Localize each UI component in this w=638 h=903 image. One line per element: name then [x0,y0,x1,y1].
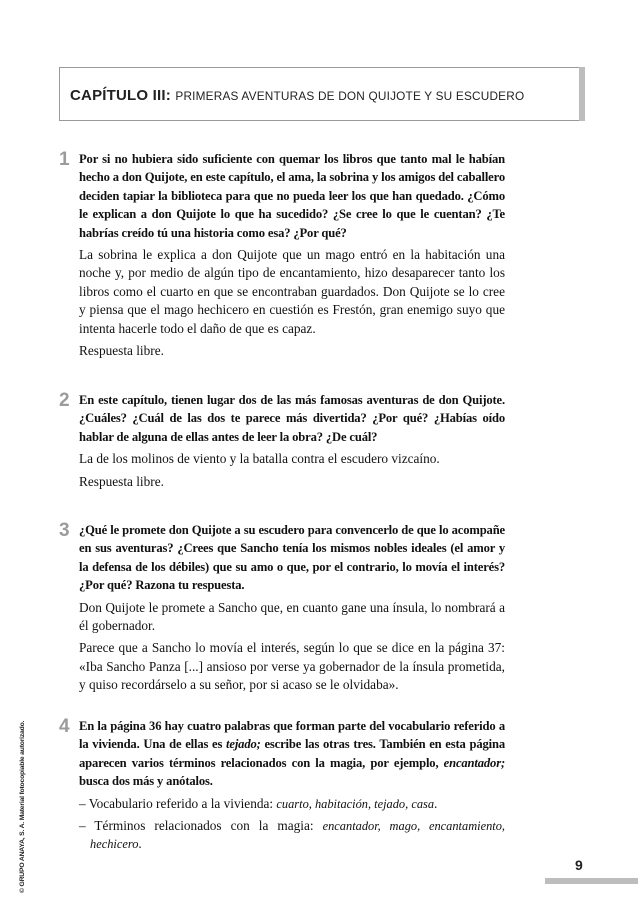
question-1 [59,150,505,360]
header-accent-bar [579,67,585,121]
answer-item-label: – Términos relacionados con la magia: [79,818,323,834]
answer-item [79,795,505,813]
question-text-part: busca dos más y anótalos. [79,774,213,789]
question-3 [59,521,505,695]
chapter-label: CAPÍTULO III: [70,87,171,104]
chapter-title: PRIMERAS AVENTURAS DE DON QUIJOTE Y SU ESCUDERO [175,89,525,103]
answer-text: Respuesta libre. [79,343,164,359]
question-text-part: En la página 36 hay cuatro palabras que forman parte del vocabulario referido a la vivienda. Una de ellas es [79,719,505,752]
question-2 [59,391,505,491]
question-text: En este capítulo, tienen lugar dos de las más famosas aventuras de don Quijote. ¿Cuáles? ¿Cuál de las dos te parece más divertida? ¿Por qué? ¿Habías oído hablar de alguna de ellas antes de leer la obra? ¿De cuál? [79,393,505,444]
example-word: encantador; [443,755,505,770]
answer-text: La sobrina le explica a don Quijote que un mago entró en la habitación una noche y, por medio de algún tipo de encantamiento, hizo desaparecer tanto los libros como el cuarto en que se encontraban guardados. Don Quijote se lo cree y piensa que el mago hechicero en cuestión es Frestón, gran enemigo suyo que intenta hacerle todo el daño de que es capaz. [79,247,505,336]
question-number: 3 [59,520,70,541]
question-text [79,717,505,791]
answer-item-words: encantador, mago, encantamiento, hechicero [90,819,506,852]
question-text: Por si no hubiera sido suficiente con quemar los libros que tanto mal le habían hecho a don Quijote, en este capítulo, el ama, la sobrina y los amigos del caballero deciden tapiar la biblioteca para que no pueda leer los que han quedado. ¿Cómo le explican a don Quijote lo que ha sucedido? ¿Se cree lo que le cuentan? ¿Te habrías creído tú una historia como esa? ¿Por qué? [79,152,505,240]
question-number: 4 [59,716,70,737]
answer-item [79,817,505,854]
question-number: 1 [59,149,70,170]
copyright-note: © GRUPO ANAYA, S. A. Material fotocopiable autorizado. [19,720,26,893]
answer-text: Parece que a Sancho lo movía el interés, según lo que se dice en la página 37: «Iba Sancho Panza [...] ansioso por verse ya gobernador de la ínsula prometida, y quiso recordárselo a su señor, por si acaso se le olvidaba». [79,640,505,693]
answer-text: Respuesta libre. [79,473,164,489]
chapter-heading [70,87,524,105]
question-text: ¿Qué le promete don Quijote a su escudero para convencerlo de que lo acompañe en sus aventuras? ¿Crees que Sancho tenía los mismos nobles ideales (el amor y la defensa de los débiles) que su amo o que, por el contrario, lo movía el interés? ¿Por qué? Razona tu respuesta. [79,523,505,593]
page-number: 9 [575,857,583,873]
answer-item-end: . [434,795,438,811]
answer-item-end: . [138,836,142,852]
answer-item-label: – Vocabulario referido a la vivienda: [79,795,277,811]
question-text-part: escribe las otras tres. También en esta página aparecen varios términos relacionados con la magia, por ejemplo, [79,737,505,770]
question-4 [59,717,505,854]
answer-text: Don Quijote le promete a Sancho que, en cuanto gane una ínsula, lo nombrará a él gobernador. [79,599,505,634]
question-number: 2 [59,390,70,411]
answer-text: La de los molinos de viento y la batalla contra el escudero vizcaíno. [79,451,440,467]
example-word: tejado; [226,737,261,752]
page-number-rule [545,878,638,884]
chapter-header [59,67,580,121]
answer-item-words: cuarto, habitación, tejado, casa [276,796,435,811]
